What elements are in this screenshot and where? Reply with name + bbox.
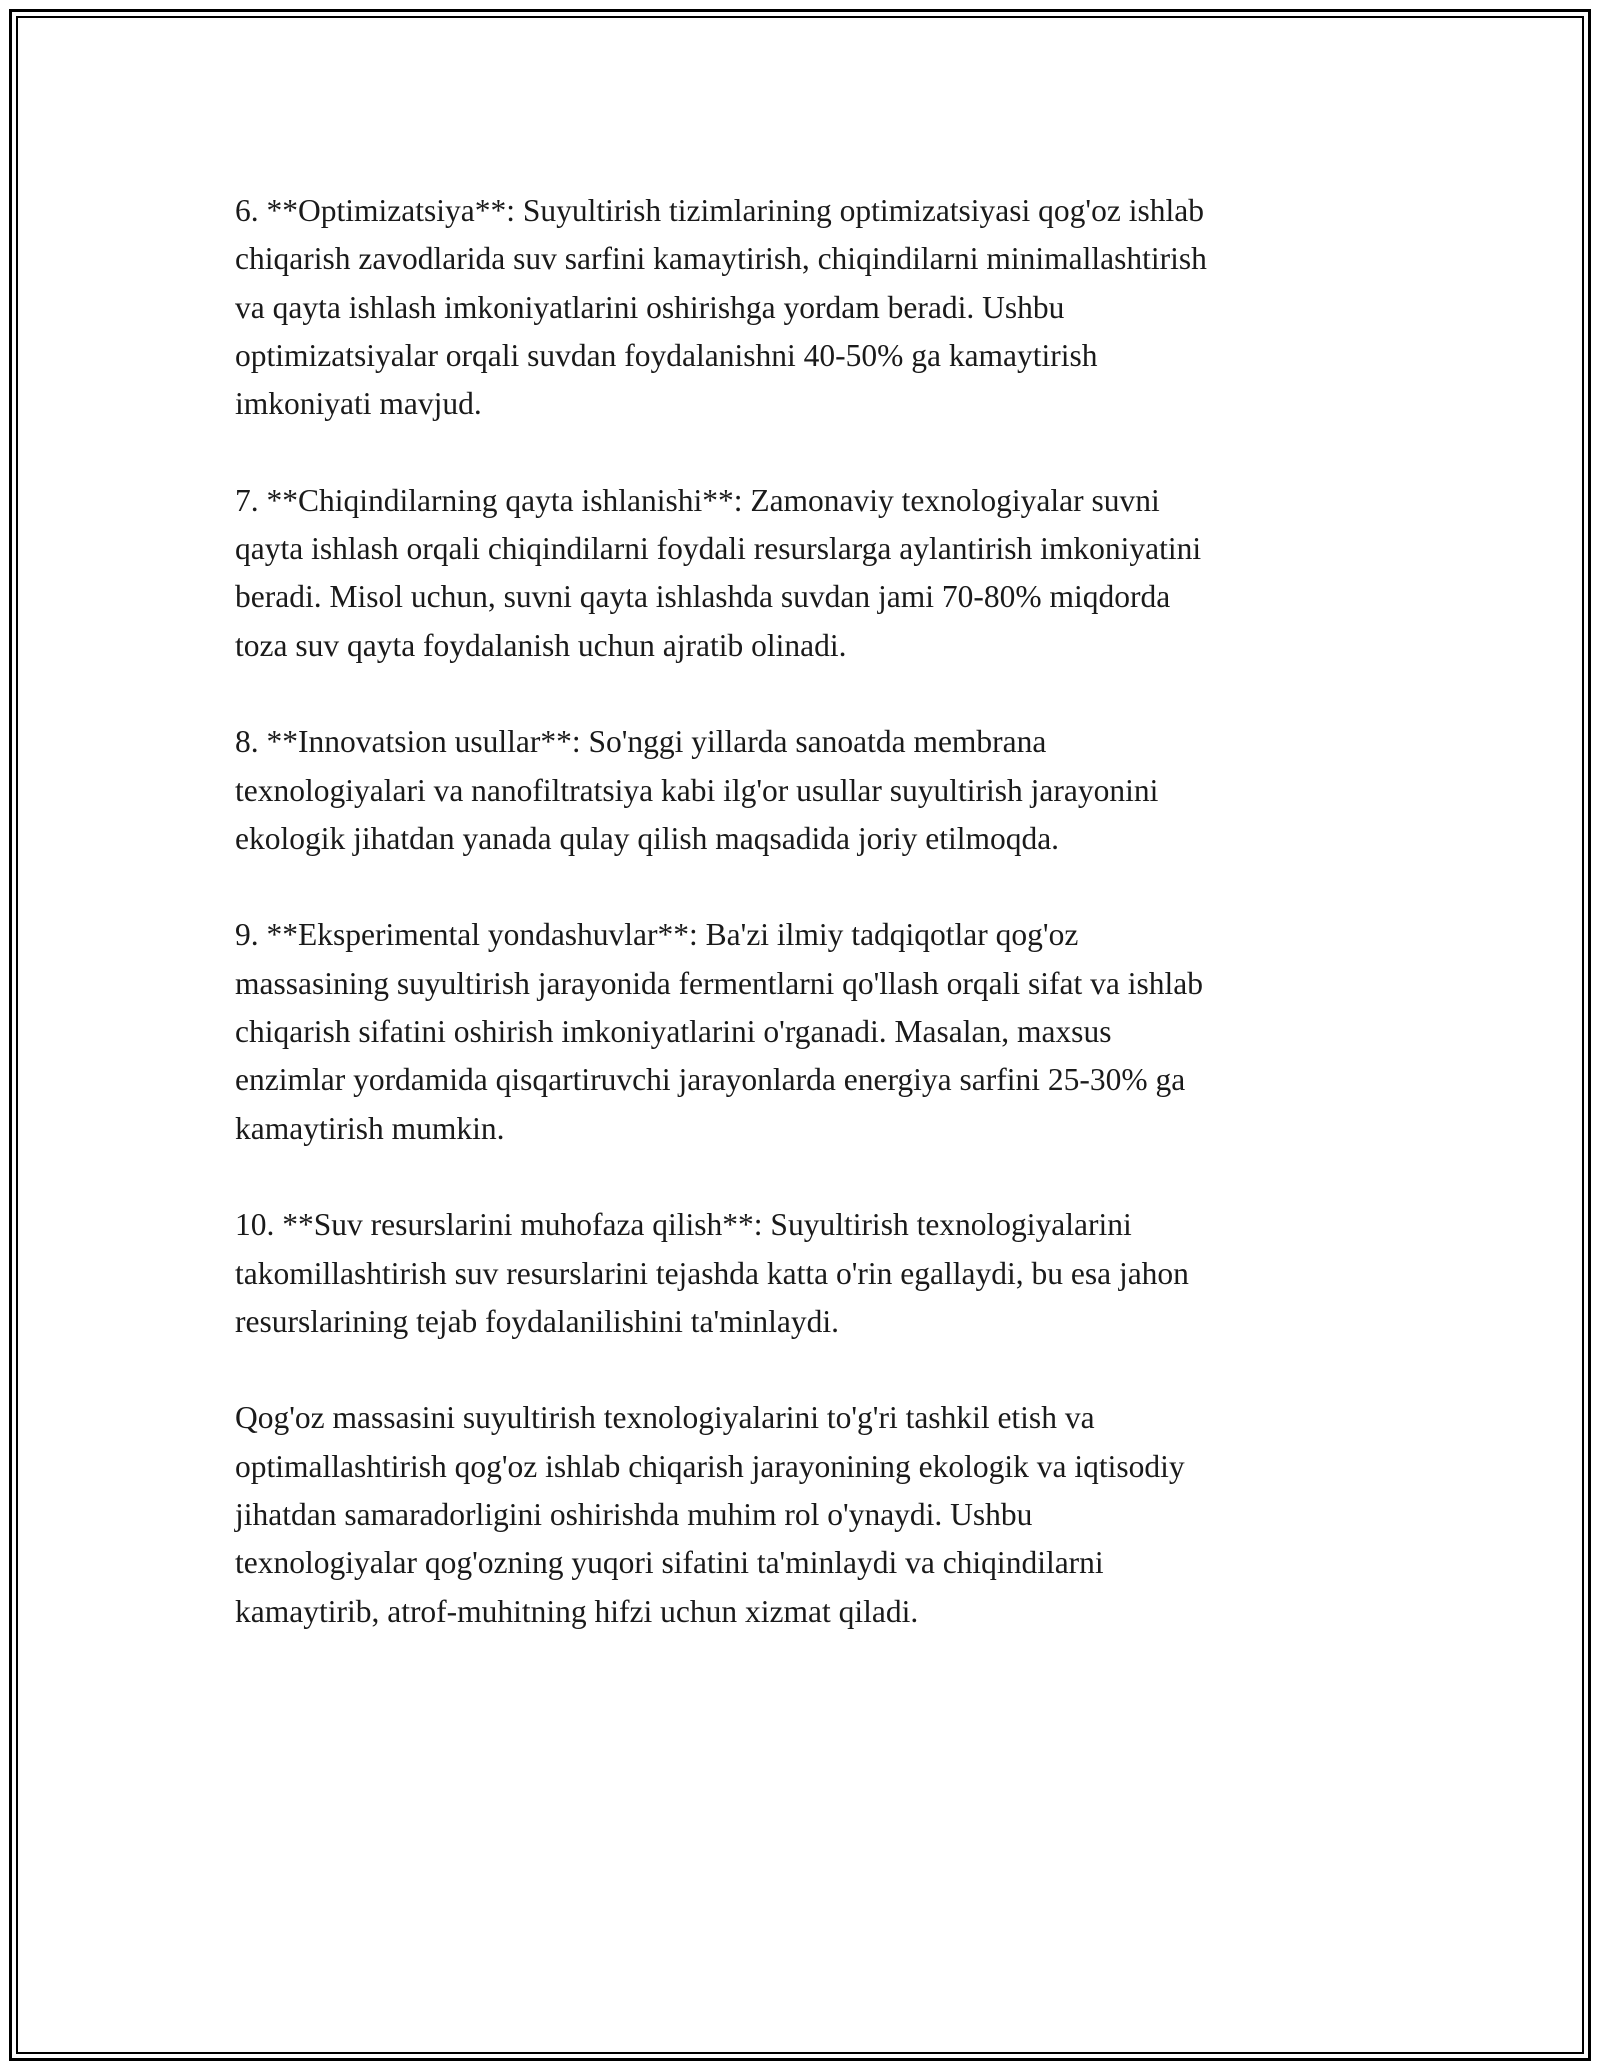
paragraph-eksperimental-yondashuvlar: 9. **Eksperimental yondashuvlar**: Ba'zi ilmiy tadqiqotlar qog'oz massasining suyultirish jarayonida fermentlarni qo'llash orqali sifat va ishlab chiqarish sifatini oshirish imkoniyatlarini o'rganadi. Masalan, maxsus enzimlar yordamida qisqartiruvchi jarayonlarda energiya sarfini 25-30% ga kamaytirish mumkin.: [235, 917, 1203, 1146]
paragraph-chiqindilarning-qayta-ishlanishi: 7. **Chiqindilarning qayta ishlanishi**: Zamonaviy texnologiyalar suvni qayta ishlash orqali chiqindilarni foydali resurslarga aylantirish imkoniyatini beradi. Misol uchun, suvni qayta ishlashda suvdan jami 70-80% miqdorda toza suv qayta foydalanish uchun ajratib olinadi.: [235, 482, 1202, 663]
paragraph-optimizatsiya: 6. **Optimizatsiya**: Suyultirish tizimlarining optimizatsiyasi qog'oz ishlab chiqarish zavodlarida suv sarfini kamaytirish, chiqindilarni minimallashtirish va qayta ishlash imkoniyatlarini oshirishga yordam beradi. Ushbu optimizatsiyalar orqali suvdan foydalanishni 40-50% ga kamaytirish imkoniyati mavjud.: [235, 193, 1207, 422]
paragraph-innovatsion-usullar: 8. **Innovatsion usullar**: So'nggi yillarda sanoatda membrana texnologiyalari va nanofiltratsiya kabi ilg'or usullar suyultirish jarayonini ekologik jihatdan yanada qulay qilish maqsadida joriy etilmoqda.: [235, 724, 1159, 856]
paragraph-suv-resurslarini-muhofaza: 10. **Suv resurslarini muhofaza qilish**: Suyultirish texnologiyalarini takomillashtirish suv resurslarini tejashda katta o'rin egallaydi, bu esa jahon resurslarining tejab foydalanilishini ta'minlaydi.: [235, 1207, 1189, 1339]
document-body: [235, 187, 1375, 1636]
paragraph-conclusion: Qog'oz massasini suyultirish texnologiyalarini to'g'ri tashkil etish va optimallashtirish qog'oz ishlab chiqarish jarayonining ekologik va iqtisodiy jihatdan samaradorligini oshirishda muhim rol o'ynaydi. Ushbu texnologiyalar qog'ozning yuqori sifatini ta'minlaydi va chiqindilarni kamaytirib, atrof-muhitning hifzi uchun xizmat qiladi.: [235, 1400, 1185, 1629]
